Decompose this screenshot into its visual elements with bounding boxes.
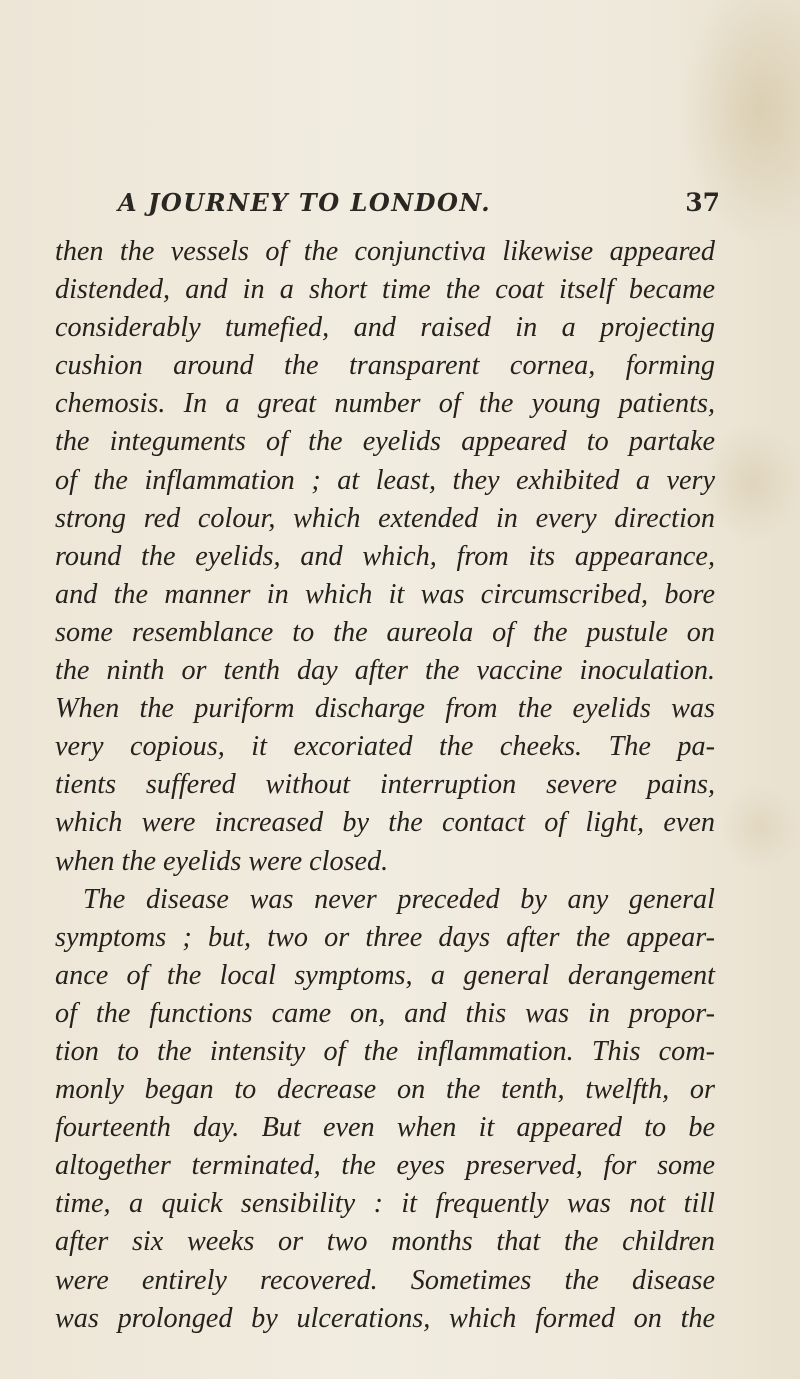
text-line: time, a quick sensibility : it frequently was not till: [55, 1188, 715, 1220]
text-line: the ninth or tenth day after the vaccine inoculation.: [55, 655, 715, 687]
text-line: The disease was never preceded by any general: [83, 883, 715, 915]
text-line: monly began to decrease on the tenth, twelfth, or: [55, 1074, 715, 1106]
text-line: considerably tumefied, and raised in a projecting: [55, 312, 715, 344]
text-line: distended, and in a short time the coat itself became: [55, 274, 715, 306]
text-line: strong red colour, which extended in every direction: [55, 502, 715, 534]
text-line: altogether terminated, the eyes preserved, for some: [55, 1150, 715, 1182]
text-line: tients suffered without interruption severe pains,: [55, 769, 715, 801]
text-line: cushion around the transparent cornea, forming: [55, 350, 715, 382]
text-line: and the manner in which it was circumscribed, bore: [55, 578, 715, 610]
running-head: A JOURNEY TO LONDON.: [118, 188, 492, 217]
text-line: tion to the intensity of the inflammation. This com-: [55, 1035, 715, 1067]
text-line: of the functions came on, and this was in propor-: [55, 997, 715, 1029]
text-line: some resemblance to the aureola of the pustule on: [55, 616, 715, 648]
text-line: round the eyelids, and which, from its appearance,: [55, 540, 715, 572]
text-line: When the puriform discharge from the eyelids was: [55, 693, 715, 725]
text-line: were entirely recovered. Sometimes the disease: [55, 1264, 715, 1296]
text-line: the integuments of the eyelids appeared to partake: [55, 426, 715, 458]
text-line: of the inflammation ; at least, they exhibited a very: [55, 464, 715, 496]
body-text: [55, 233, 715, 1338]
page-number: 37: [685, 188, 720, 217]
text-line: when the eyelids were closed.: [55, 845, 389, 877]
page-header: [48, 188, 728, 228]
text-line: chemosis. In a great number of the young patients,: [55, 388, 715, 420]
text-line: fourteenth day. But even when it appeared to be: [55, 1112, 715, 1144]
text-line: after six weeks or two months that the children: [55, 1226, 715, 1258]
text-line: was prolonged by ulcerations, which formed on the: [55, 1302, 715, 1334]
text-line: ance of the local symptoms, a general derangement: [55, 959, 715, 991]
text-line: symptoms ; but, two or three days after the appear-: [55, 921, 715, 953]
text-line: which were increased by the contact of light, even: [55, 807, 715, 839]
text-line: then the vessels of the conjunctiva likewise appeared: [55, 236, 715, 267]
text-line: very copious, it excoriated the cheeks. The pa-: [55, 731, 715, 763]
